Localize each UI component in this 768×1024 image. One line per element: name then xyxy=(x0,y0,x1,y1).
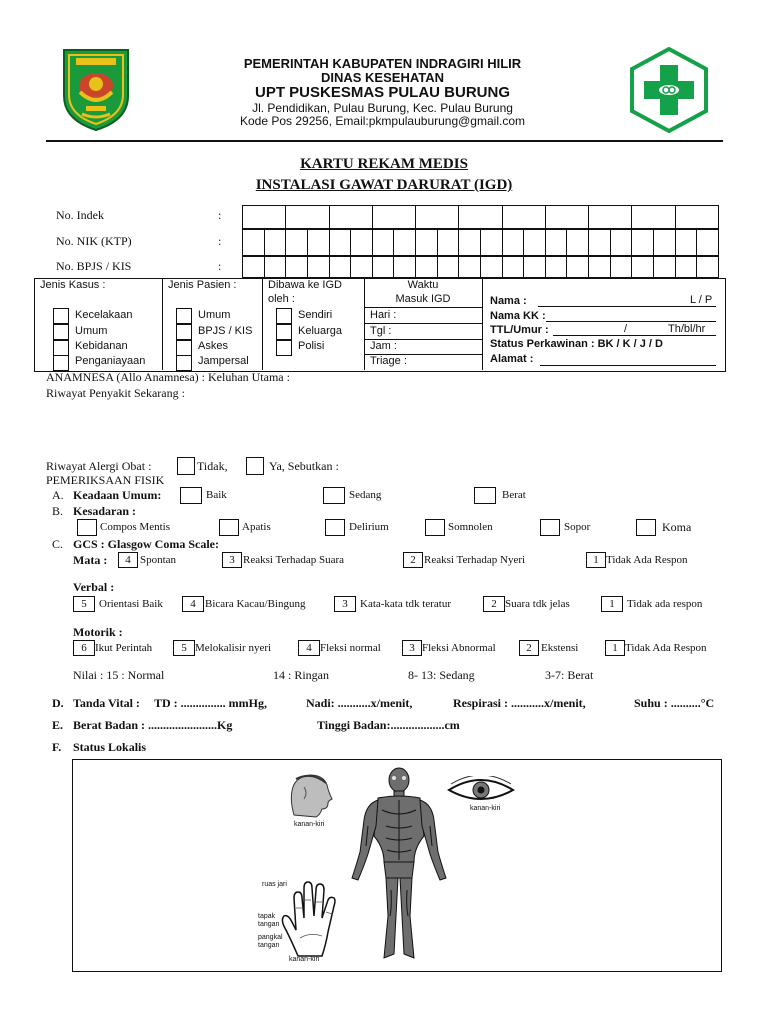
kasus-title: Jenis Kasus : xyxy=(40,279,106,291)
kesadaran-delirium: Delirium xyxy=(349,521,389,533)
dibawa-item-1: Sendiri xyxy=(298,309,333,321)
label-no-nik: No. NIK (KTP) xyxy=(56,234,132,248)
form-title: KARTU REKAM MEDIS xyxy=(300,156,468,172)
hand-label-ruas-jari: ruas jari xyxy=(262,881,287,888)
verbal-label: Verbal : xyxy=(73,580,115,594)
ttl-field[interactable] xyxy=(553,335,716,336)
fisik-f-letter: F. xyxy=(52,740,62,754)
head-diagram xyxy=(284,771,338,821)
waktu-title-2: Masuk IGD xyxy=(395,293,451,305)
dibawa-title-1: Dibawa ke IGD xyxy=(268,279,342,291)
header-line4: Jl. Pendidikan, Pulau Burung, Kec. Pulau Burung xyxy=(252,101,513,115)
kasus-item-4: Penganiayaan xyxy=(75,355,146,367)
kesadaran-apatis: Apatis xyxy=(242,521,271,533)
alergi-tidak-checkbox[interactable] xyxy=(177,457,195,475)
waktu-triage[interactable]: Triage : xyxy=(370,355,407,367)
colon-indek: : xyxy=(218,208,222,222)
verbal-score-1[interactable]: 1 xyxy=(601,596,623,612)
motorik-score-5[interactable]: 5 xyxy=(173,640,195,656)
eye-caption: kanan-kiri xyxy=(470,805,501,812)
info-divider-2 xyxy=(262,278,263,370)
keadaan-umum-label: Keadaan Umum: xyxy=(73,488,162,502)
colon-bpjs: : xyxy=(218,259,222,273)
verbal-score-2[interactable]: 2 xyxy=(483,596,505,612)
info-divider-1 xyxy=(162,278,163,370)
header-line1: PEMERINTAH KABUPATEN INDRAGIRI HILIR xyxy=(243,56,522,71)
kesadaran-label: Kesadaran : xyxy=(73,504,136,518)
waktu-row-line-2 xyxy=(364,323,482,324)
ttl-unit: Th/bl/hr xyxy=(668,323,706,335)
label-status-perkawinan: Status Perkawinan : BK / K / J / D xyxy=(490,338,663,350)
fisik-title: PEMERIKSAAN FISIK xyxy=(46,473,165,487)
puskesmas-logo xyxy=(626,47,712,133)
kesadaran-somnolen: Somnolen xyxy=(448,521,493,533)
keadaan-sedang: Sedang xyxy=(349,489,382,501)
kesadaran-sopor: Sopor xyxy=(564,521,591,533)
no-nik-grid[interactable] xyxy=(242,229,719,256)
ttl-slash: / xyxy=(624,323,628,335)
td-field[interactable]: TD : ............... mmHg, xyxy=(154,696,267,710)
dibawa-item-3: Polisi xyxy=(298,340,325,352)
kesadaran-apatis-checkbox[interactable] xyxy=(219,519,239,536)
motorik-text-4: Fleksi normal xyxy=(320,642,381,654)
no-bpjs-grid[interactable] xyxy=(242,256,719,278)
verbal-score-5[interactable]: 5 xyxy=(73,596,95,612)
anamnesa-keluhan: ANAMNESA (Allo Anamnesa) : Keluhan Utama : xyxy=(46,370,290,384)
kesadaran-koma: Koma xyxy=(662,520,692,534)
header-line5: Kode Pos 29256, Email:pkmpulauburung@gmail.com xyxy=(239,114,525,128)
kesadaran-sopor-checkbox[interactable] xyxy=(540,519,560,536)
hand-label-tapak-tangan: tangan xyxy=(258,921,280,928)
keadaan-baik-checkbox[interactable] xyxy=(180,487,202,504)
pasien-checkbox-3[interactable] xyxy=(176,340,192,356)
nadi-field[interactable]: Nadi: ...........x/menit, xyxy=(306,696,413,710)
waktu-title-1: Waktu xyxy=(407,279,439,291)
mata-text-4: Spontan xyxy=(140,554,177,566)
gcs-label: GCS : Glasgow Coma Scale: xyxy=(73,537,219,551)
keadaan-berat-checkbox[interactable] xyxy=(474,487,496,504)
mata-score-2[interactable]: 2 xyxy=(403,552,423,568)
motorik-score-1[interactable]: 1 xyxy=(605,640,625,656)
verbal-text-4: Bicara Kacau/Bingung xyxy=(205,598,306,610)
hand-label-tapak: tapak xyxy=(258,913,276,920)
motorik-text-3: Fleksi Abnormal xyxy=(422,642,496,654)
nilai-sedang: 8- 13: Sedang xyxy=(408,668,475,682)
verbal-text-1: Tidak ada respon xyxy=(627,598,703,610)
kasus-item-2: Umum xyxy=(75,325,108,337)
mata-score-3[interactable]: 3 xyxy=(222,552,242,568)
kasus-checkbox-3[interactable] xyxy=(53,340,69,356)
waktu-row-line-1 xyxy=(364,307,482,308)
pasien-title: Jenis Pasien : xyxy=(168,279,237,291)
keadaan-berat: Berat xyxy=(502,489,526,501)
dibawa-title-2: oleh : xyxy=(268,293,295,305)
mata-text-3: Reaksi Terhadap Suara xyxy=(243,554,345,566)
dibawa-checkbox-1[interactable] xyxy=(276,308,292,324)
suhu-field[interactable]: Suhu : ..........°C xyxy=(634,696,715,710)
kasus-item-3: Kebidanan xyxy=(75,340,128,352)
dibawa-checkbox-2[interactable] xyxy=(276,324,292,340)
motorik-text-5: Melokalisir nyeri xyxy=(195,642,272,654)
alamat-field[interactable] xyxy=(540,365,716,366)
pasien-item-4: Jampersal xyxy=(198,355,249,367)
motorik-label: Motorik : xyxy=(73,625,123,639)
motorik-text-2: Ekstensi xyxy=(541,642,579,654)
head-caption: kanan-kiri xyxy=(294,821,325,828)
pasien-item-2: BPJS / KIS xyxy=(198,325,253,337)
alergi-ya: Ya, Sebutkan : xyxy=(269,459,339,473)
dibawa-checkbox-3[interactable] xyxy=(276,340,292,356)
label-nama-kk: Nama KK : xyxy=(490,310,546,322)
mata-score-1[interactable]: 1 xyxy=(586,552,606,568)
mata-text-2: Reaksi Terhadap Nyeri xyxy=(424,554,526,566)
label-lp: L / P xyxy=(690,294,713,306)
hand-diagram xyxy=(278,878,344,960)
dibawa-item-2: Keluarga xyxy=(298,325,343,337)
nilai-berat: 3-7: Berat xyxy=(545,668,594,682)
label-alamat: Alamat : xyxy=(490,353,534,365)
header-line3: UPT PUSKESMAS PULAU BURUNG xyxy=(254,84,510,101)
kasus-checkbox-2[interactable] xyxy=(53,324,69,340)
pasien-item-3: Askes xyxy=(198,340,228,352)
motorik-score-2[interactable]: 2 xyxy=(519,640,539,656)
body-diagram xyxy=(342,766,456,966)
anamnesa-riwayat: Riwayat Penyakit Sekarang : xyxy=(46,386,185,400)
label-no-indek: No. Indek xyxy=(56,208,104,222)
tinggi-badan-field[interactable]: Tinggi Badan:..................cm xyxy=(317,718,460,732)
kasus-item-1: Kecelakaan xyxy=(75,309,133,321)
alergi-tidak: Tidak, xyxy=(197,459,228,473)
pasien-checkbox-2[interactable] xyxy=(176,324,192,340)
keadaan-sedang-checkbox[interactable] xyxy=(323,487,345,504)
verbal-text-5: Orientasi Baik xyxy=(99,598,163,610)
pasien-checkbox-4[interactable] xyxy=(176,355,192,371)
kesadaran-compos: Compos Mentis xyxy=(100,521,170,533)
waktu-hari[interactable]: Hari : xyxy=(370,309,397,321)
regency-logo xyxy=(60,46,132,132)
keadaan-baik: Baik xyxy=(206,489,227,501)
info-divider-3 xyxy=(364,278,365,370)
tanda-vital-label: Tanda Vital : xyxy=(73,696,140,710)
header-rule xyxy=(46,140,723,142)
verbal-text-3: Kata-kata tdk teratur xyxy=(360,598,452,610)
fisik-c-letter: C. xyxy=(52,537,64,551)
motorik-score-6[interactable]: 6 xyxy=(73,640,95,656)
verbal-text-2: Suara tdk jelas xyxy=(505,598,570,610)
motorik-text-6: Ikut Perintah xyxy=(95,642,153,654)
no-indek-grid[interactable] xyxy=(242,205,719,229)
fisik-d-letter: D. xyxy=(52,696,64,710)
kasus-checkbox-4[interactable] xyxy=(53,355,69,371)
fisik-e-letter: E. xyxy=(52,718,64,732)
verbal-score-3[interactable]: 3 xyxy=(334,596,356,612)
kasus-checkbox-1[interactable] xyxy=(53,308,69,324)
waktu-tgl[interactable]: Tgl : xyxy=(370,325,392,337)
label-no-bpjs: No. BPJS / KIS xyxy=(56,259,132,273)
label-ttl: TTL/Umur : xyxy=(490,324,549,336)
alergi-ya-checkbox[interactable] xyxy=(246,457,264,475)
berat-badan-field[interactable]: Berat Badan : .......................Kg xyxy=(73,718,233,732)
nama-field[interactable] xyxy=(538,306,716,307)
label-nama: Nama : xyxy=(490,295,527,307)
alergi-label: Riwayat Alergi Obat : xyxy=(46,459,152,473)
hand-label-pangkal-tangan: tangan xyxy=(258,942,280,949)
motorik-score-3[interactable]: 3 xyxy=(402,640,422,656)
mata-text-1: Tidak Ada Respon xyxy=(606,554,688,566)
info-divider-4 xyxy=(482,278,483,370)
mata-score-4[interactable]: 4 xyxy=(118,552,138,568)
colon-nik: : xyxy=(218,234,222,248)
pasien-checkbox-1[interactable] xyxy=(176,308,192,324)
kesadaran-delirium-checkbox[interactable] xyxy=(325,519,345,536)
motorik-text-1: Tidak Ada Respon xyxy=(625,642,707,654)
verbal-score-4[interactable]: 4 xyxy=(182,596,204,612)
form-subtitle: INSTALASI GAWAT DARURAT (IGD) xyxy=(255,177,513,193)
mata-label: Mata : xyxy=(73,553,108,567)
waktu-jam[interactable]: Jam : xyxy=(370,340,397,352)
status-lokalis-label: Status Lokalis xyxy=(73,740,147,754)
eye-diagram xyxy=(447,776,515,804)
respirasi-field[interactable]: Respirasi : ...........x/menit, xyxy=(453,696,586,710)
fisik-b-letter: B. xyxy=(52,504,64,518)
kesadaran-koma-checkbox[interactable] xyxy=(636,519,656,536)
kesadaran-somnolen-checkbox[interactable] xyxy=(425,519,445,536)
pasien-item-1: Umum xyxy=(198,309,231,321)
header-line2: DINAS KESEHATAN xyxy=(320,70,445,85)
hand-label-pangkal: pangkal xyxy=(258,934,283,941)
kesadaran-compos-checkbox[interactable] xyxy=(77,519,97,536)
nilai-ringan: 14 : Ringan xyxy=(273,668,329,682)
fisik-a-letter: A. xyxy=(52,488,64,502)
motorik-score-4[interactable]: 4 xyxy=(298,640,320,656)
nilai-normal: Nilai : 15 : Normal xyxy=(73,668,165,682)
hand-caption: kanan-kiri xyxy=(289,956,320,963)
nama-kk-field[interactable] xyxy=(546,321,716,322)
